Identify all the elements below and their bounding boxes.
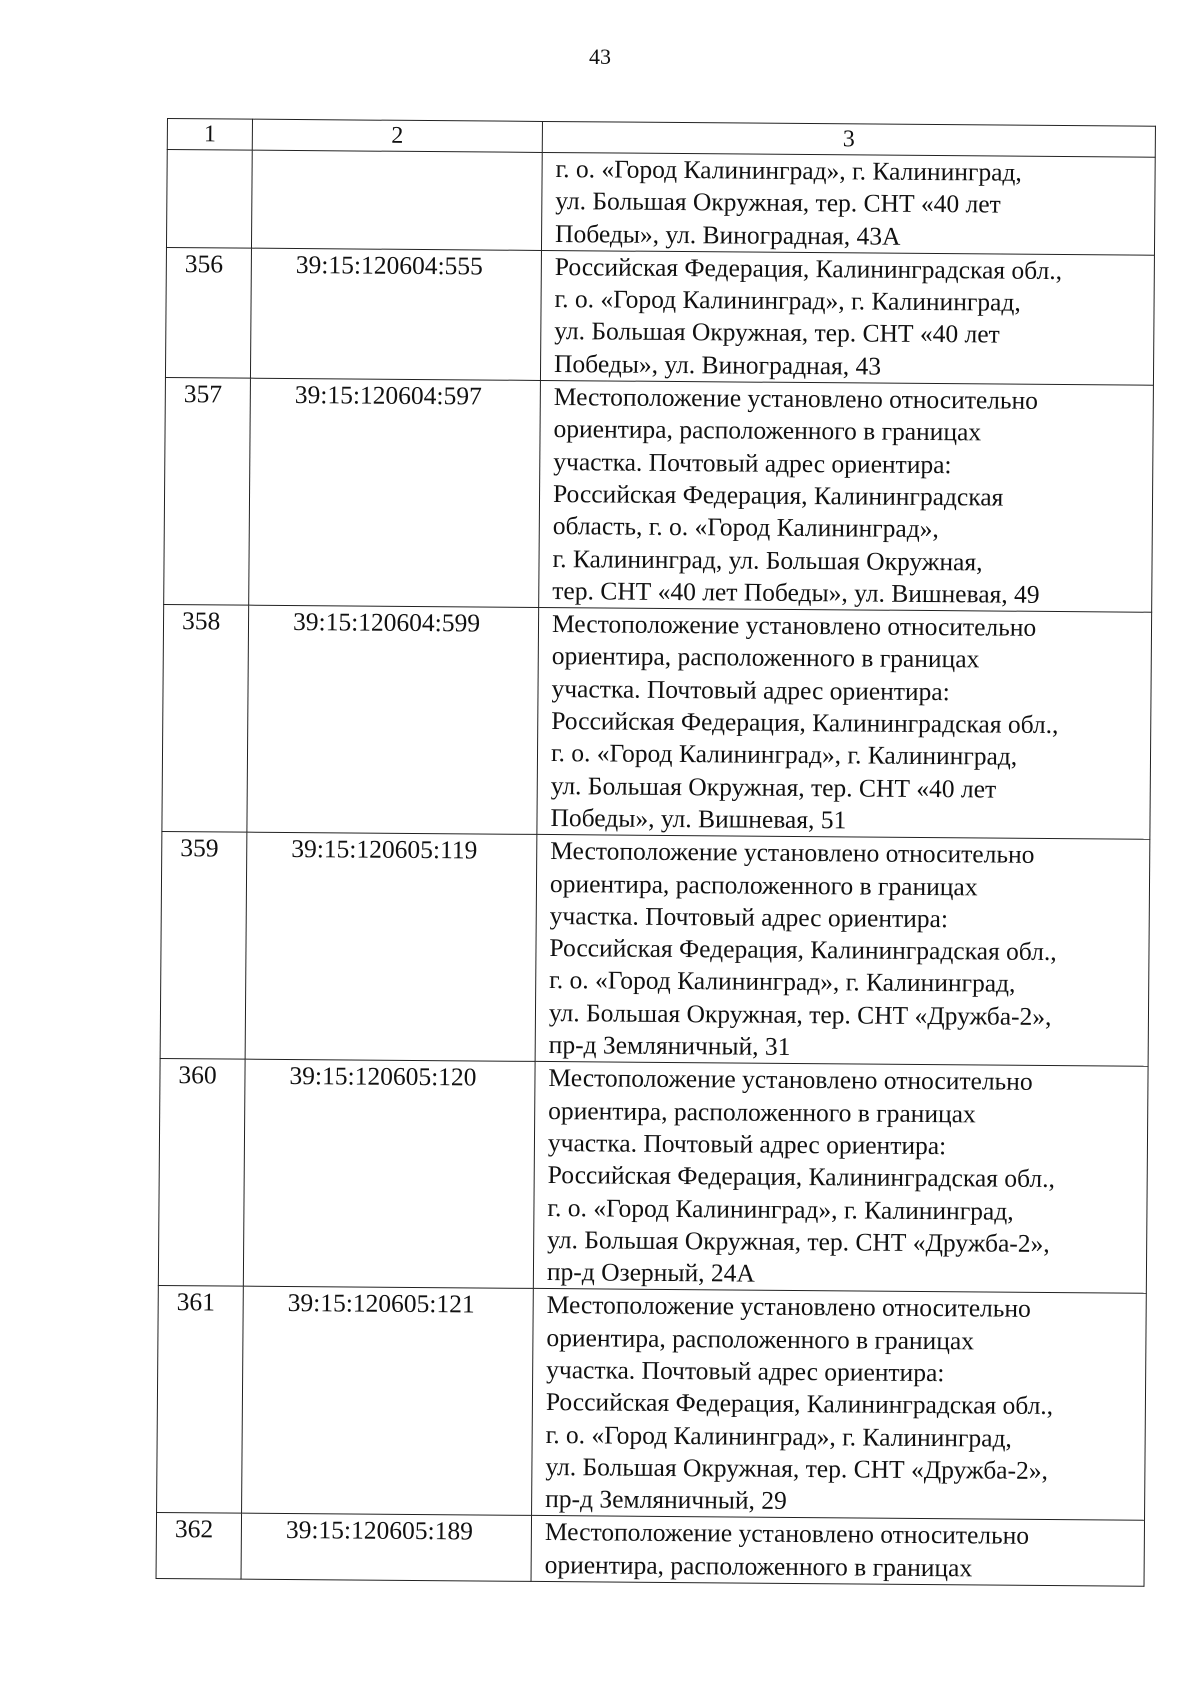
address-line: ул. Большая Окружная, тер. СНТ «Дружба-2», (545, 1451, 1049, 1485)
address-line: Победы», ул. Виноградная, 43А (554, 218, 901, 251)
address-line: г. Калининград, ул. Большая Окружная, (552, 543, 983, 576)
address-cell (531, 1516, 1144, 1586)
cadastral-number: 39:15:120605:121 (242, 1287, 534, 1516)
address-line: Местоположение установлено относительно (544, 1517, 1030, 1551)
row-number: 360 (158, 1059, 245, 1287)
address-cell (539, 381, 1154, 613)
table-body (156, 119, 1155, 1587)
row-number: 362 (156, 1513, 242, 1579)
address-line: ориентира, расположенного в границах (546, 1322, 975, 1356)
address-line: ориентира, расположенного в границах (551, 641, 980, 674)
address-line: ул. Большая Окружная, тер. СНТ «40 лет (555, 186, 1001, 219)
column-header-1: 1 (167, 119, 252, 151)
address-line: Местоположение установлено относительно (548, 1063, 1033, 1097)
address-cell (532, 1289, 1147, 1521)
table-row (156, 1513, 1144, 1586)
address-line: участка. Почтовый адрес ориентира: (546, 1355, 945, 1388)
address-line: Российская Федерация, Калининградская обл., (549, 933, 1057, 967)
table-row (158, 1059, 1148, 1294)
land-plots-table (156, 118, 1156, 1587)
address-line: Местоположение установлено относительно (553, 382, 1039, 415)
address-line: г. о. «Город Калининград», г. Калининград, (547, 1192, 1014, 1226)
address-line: ориентира, расположенного в границах (553, 414, 982, 447)
cadastral-number: 39:15:120605:119 (245, 832, 537, 1061)
address-line: пр-д Земляничный, 29 (545, 1484, 787, 1516)
address-line: г. о. «Город Калининград», г. Калининград, (549, 965, 1016, 999)
address-line: ориентира, расположенного в границах (549, 868, 978, 901)
address-line: область, г. о. «Город Калининград», (552, 511, 939, 544)
address-line: г. о. «Город Калининград», г. Калининград, (555, 154, 1022, 187)
address-line: Российская Федерация, Калининградская (552, 479, 1004, 512)
address-line: г. о. «Город Калининград», г. Калининград, (545, 1419, 1012, 1453)
address-line: пр-д Земляничный, 31 (548, 1030, 791, 1061)
address-cell (540, 250, 1154, 385)
address-cell (533, 1062, 1148, 1294)
address-line: Российская Федерация, Калининградская обл., (545, 1387, 1054, 1421)
address-line: Российская Федерация, Калининградская обл., (551, 706, 1059, 740)
cadastral-number: 39:15:120604:555 (250, 248, 541, 380)
address-cell (541, 152, 1155, 255)
table-row (166, 150, 1155, 256)
address-line: Местоположение установлено относительно (550, 836, 1035, 870)
address-line: участка. Почтовый адрес ориентира: (547, 1127, 947, 1161)
address-line: участка. Почтовый адрес ориентира: (549, 900, 949, 933)
row-number: 358 (162, 605, 249, 833)
address-line: Победы», ул. Вишневая, 51 (550, 802, 847, 835)
address-line: ориентира, расположенного в границах (544, 1549, 973, 1583)
address-line: ориентира, расположенного в границах (548, 1095, 976, 1128)
address-line: г. о. «Город Калининград», г. Калининград, (550, 738, 1018, 772)
address-line: ул. Большая Окружная, тер. СНТ «Дружба-2», (547, 1224, 1050, 1258)
address-line: г. о. «Город Калининград», г. Калининград, (554, 284, 1021, 317)
table-row (157, 1286, 1147, 1521)
column-header-3: 3 (542, 121, 1155, 157)
row-number (166, 150, 252, 249)
address-line: ул. Большая Окружная, тер. СНТ «40 лет (550, 770, 997, 804)
address-line: участка. Почтовый адрес ориентира: (551, 673, 950, 706)
page-number: 43 (589, 44, 611, 69)
table-row (160, 832, 1150, 1067)
address-line: Победы», ул. Виноградная, 43 (553, 348, 882, 381)
column-header-2: 2 (252, 119, 542, 152)
address-line: Российская Федерация, Калининградская обл., (554, 251, 1063, 285)
cadastral-number: 39:15:120604:599 (247, 605, 539, 834)
address-line: ул. Большая Окружная, тер. СНТ «40 лет (554, 316, 1000, 350)
table-row (164, 378, 1154, 613)
address-cell (535, 835, 1150, 1067)
cadastral-number (251, 150, 542, 250)
row-number: 357 (164, 378, 251, 606)
cadastral-number: 39:15:120605:120 (243, 1059, 535, 1288)
table-row (165, 247, 1154, 385)
address-line: Местоположение установлено относительно (546, 1290, 1031, 1324)
cadastral-number: 39:15:120605:189 (241, 1514, 532, 1582)
table-row (162, 605, 1152, 840)
address-line: Российская Федерация, Калининградская обл., (547, 1160, 1056, 1194)
address-line: участка. Почтовый адрес ориентира: (553, 446, 952, 479)
address-line: ул. Большая Окружная, тер. СНТ «Дружба-2», (548, 997, 1052, 1031)
address-cell (537, 608, 1152, 840)
row-number: 361 (157, 1286, 244, 1514)
row-number: 359 (160, 832, 247, 1060)
address-line: Местоположение установлено относительно (551, 609, 1037, 642)
address-line: тер. СНТ «40 лет Победы», ул. Вишневая, 49 (552, 575, 1040, 609)
cadastral-number: 39:15:120604:597 (249, 378, 541, 607)
row-number: 356 (165, 247, 251, 378)
address-line: пр-д Озерный, 24А (546, 1257, 755, 1288)
